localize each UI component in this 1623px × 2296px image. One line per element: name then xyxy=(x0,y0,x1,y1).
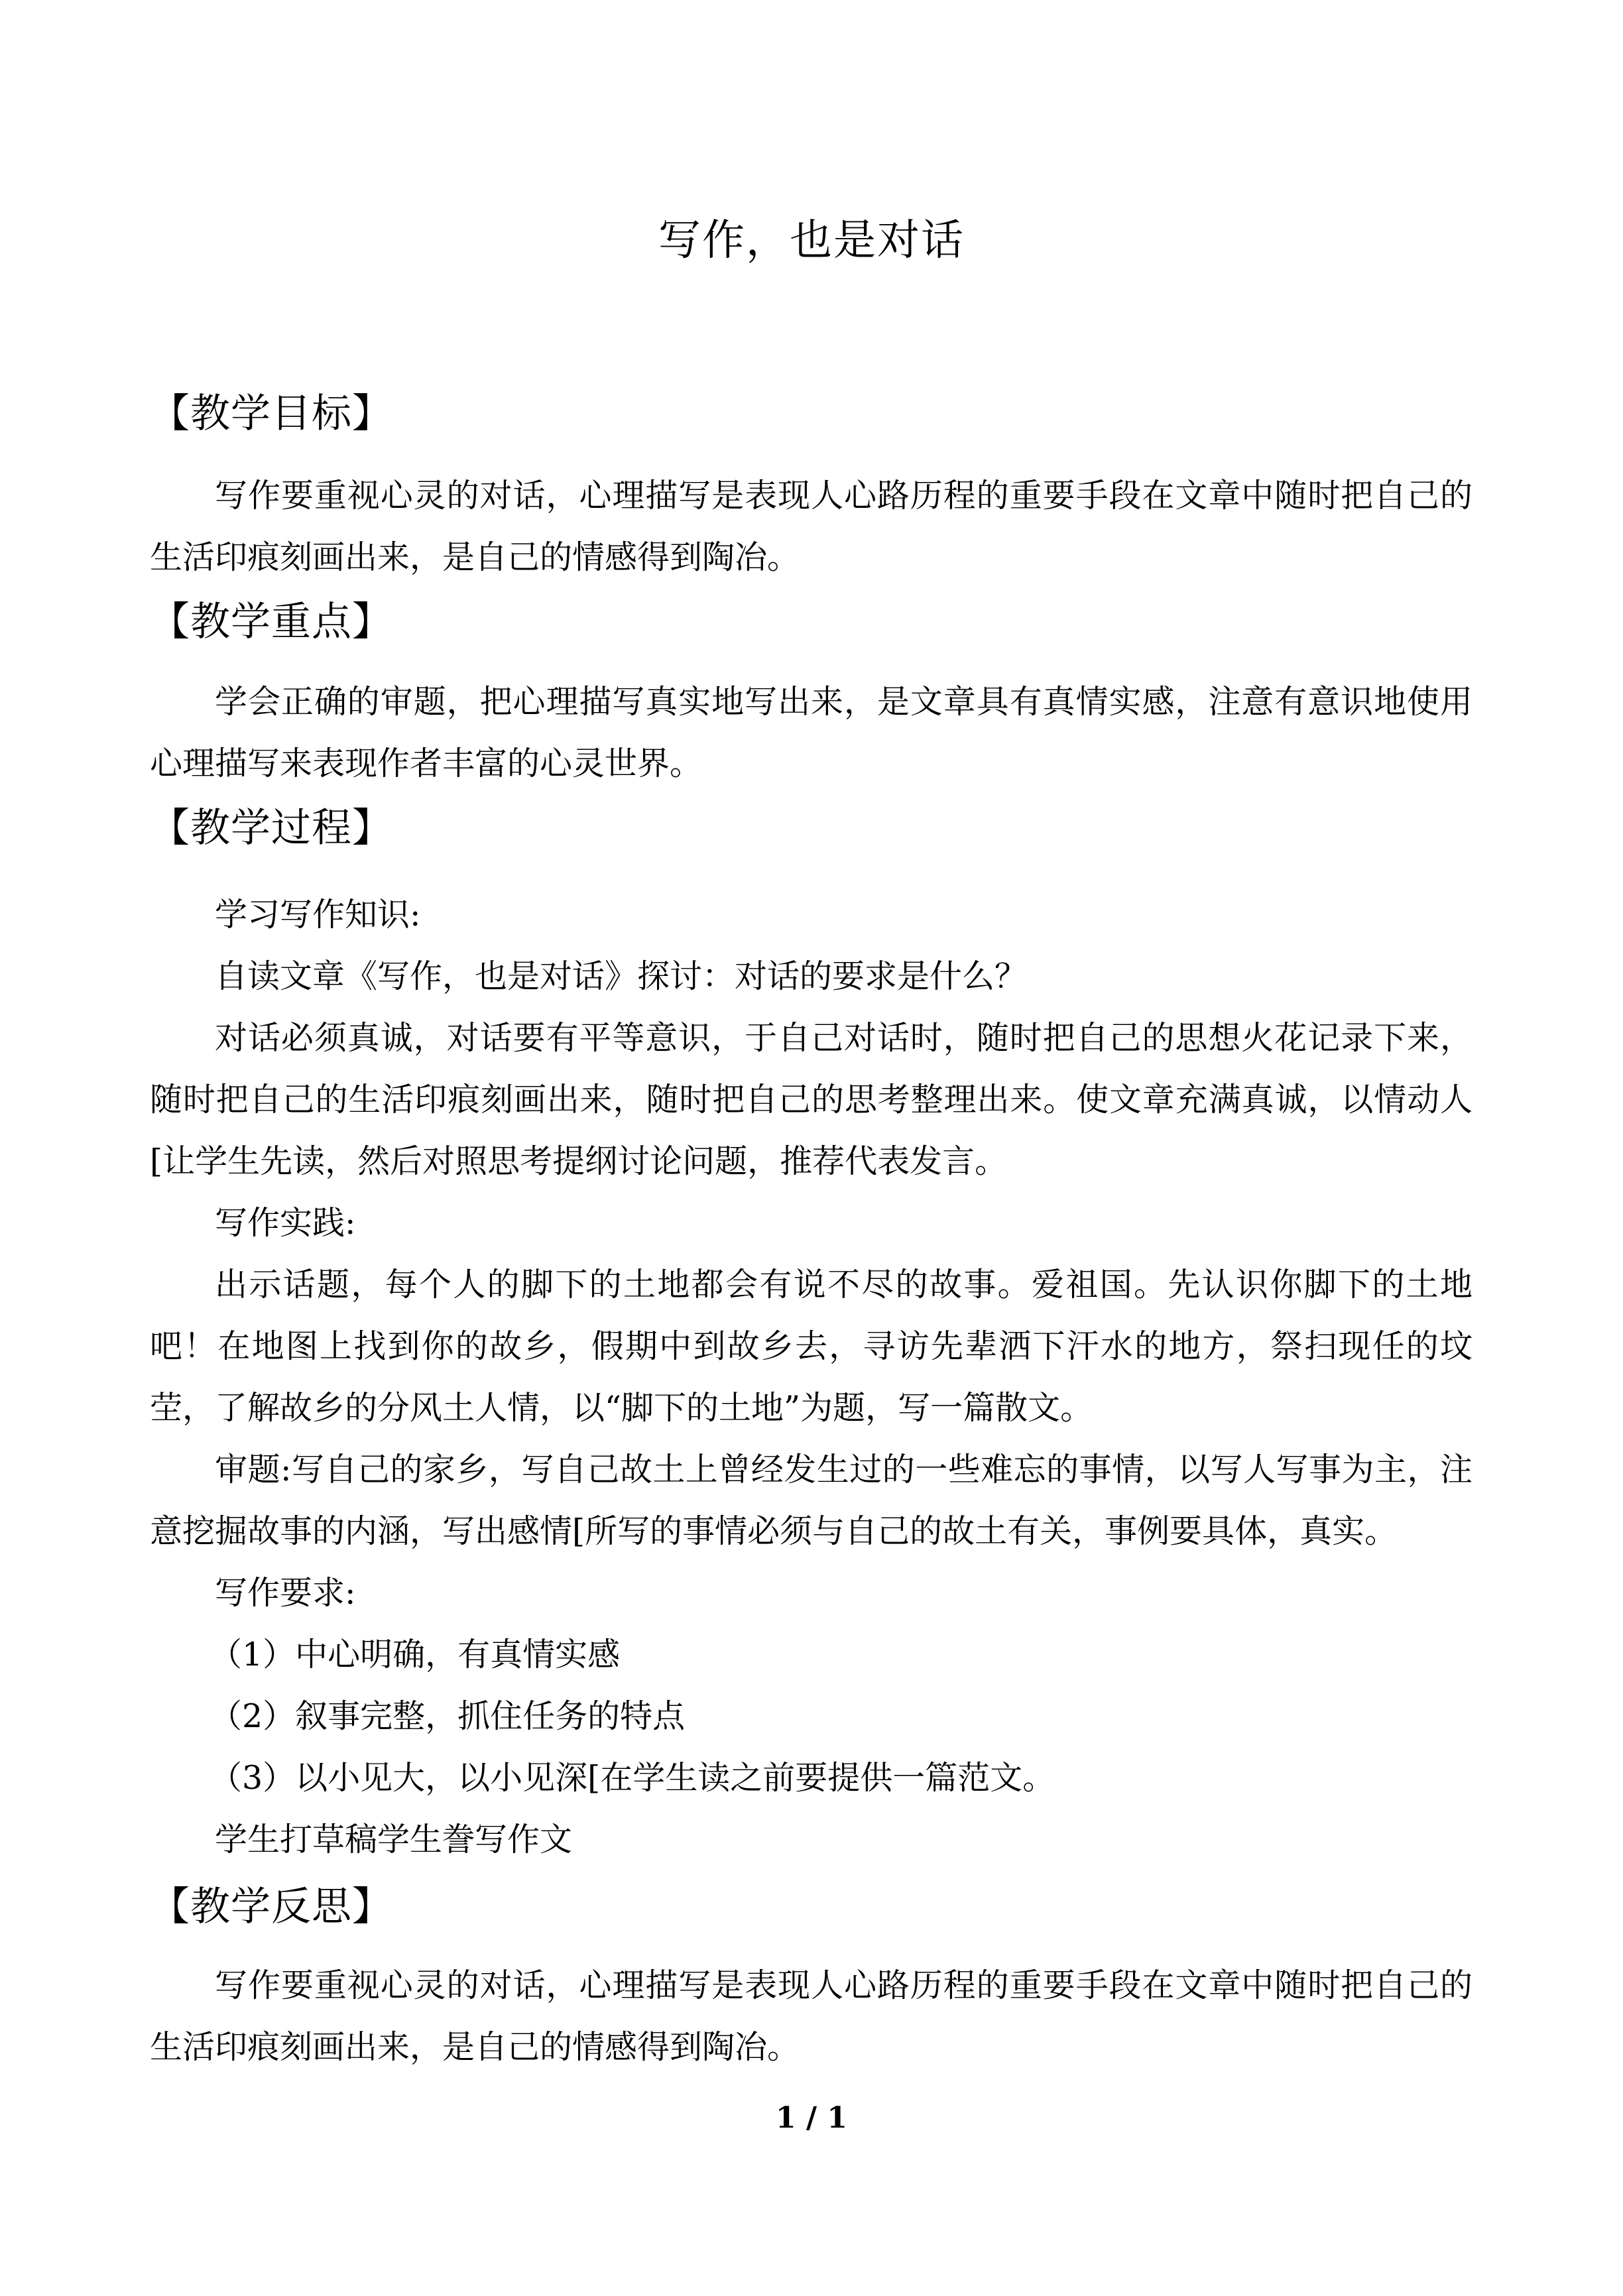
read-question: 自读文章《写作，也是对话》探讨：对话的要求是什么？ xyxy=(215,957,1028,995)
document-title: 写作，也是对话 xyxy=(658,216,965,265)
practice-label: 写作实践: xyxy=(215,1204,356,1242)
requirements-label: 写作要求: xyxy=(215,1574,356,1612)
heading-key-points: 【教学重点】 xyxy=(150,599,392,645)
paragraph-key-points: 学会正确的审题，把心理描写真实地写出来，是文章具有真情实感，注意有意识地使用心理描写来表现作者丰富的心灵世界。 xyxy=(150,683,1473,782)
study-label: 学习写作知识: xyxy=(215,896,421,934)
paragraph-reflection: 写作要重视心灵的对话，心理描写是表现人心路历程的重要手段在文章中随时把自己的生活印痕刻画出来，是自己的情感得到陶冶。 xyxy=(150,1966,1473,2066)
paragraph-objectives: 写作要重视心灵的对话，心理描写是表现人心路历程的重要手段在文章中随时把自己的生活印痕刻画出来，是自己的情感得到陶冶。 xyxy=(150,477,1473,576)
draft-text: 学生打草稿学生誊写作文 xyxy=(215,1821,573,1858)
heading-reflection: 【教学反思】 xyxy=(150,1884,392,1930)
paragraph-dialogue: 对话必须真诚，对话要有平等意识，于自己对话时，随时把自己的思想火花记录下来，随时把自己的生活印痕刻画出来，随时把自己的思考整理出来。使文章充满真诚，以情动人[让学生先读，然后对照思考提纲讨论问题，推荐代表发言。 xyxy=(150,1019,1473,1180)
requirement-item: （2）叙事完整，抓住任务的特点 xyxy=(210,1697,686,1735)
heading-objectives: 【教学目标】 xyxy=(150,391,392,437)
heading-process: 【教学过程】 xyxy=(150,805,392,851)
page-number: 1 / 1 xyxy=(776,2101,847,2135)
paragraph-topic: 出示话题，每个人的脚下的土地都会有说不尽的故事。爱祖国。先认识你脚下的土地吧！在地图上找到你的故乡，假期中到故乡去，寻访先辈洒下汗水的地方，祭扫现任的坟茔，了解故乡的分风土人情，以“脚下的土地”为题，写一篇散文。 xyxy=(150,1266,1473,1427)
requirement-item: （1）中心明确，有真情实感 xyxy=(210,1636,621,1673)
requirement-item: （3）以小见大，以小见深[在学生读之前要提供一篇范文。 xyxy=(210,1759,1055,1797)
paragraph-analysis: 审题:写自己的家乡，写自己故土上曾经发生过的一些难忘的事情，以写人写事为主，注意挖掘故事的内涵，写出感情[所写的事情必须与自己的故土有关，事例要具体，真实。 xyxy=(150,1451,1473,1550)
